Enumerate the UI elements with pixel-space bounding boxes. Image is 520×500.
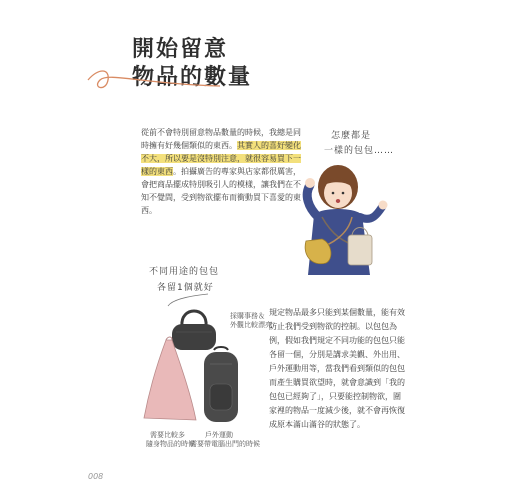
intro-highlight: 其實人的喜好變化不大，所以要是沒特別注意，就很容易買下一樣的東西 — [141, 141, 301, 176]
girl-illustration — [286, 155, 396, 275]
title-decoration — [84, 58, 224, 98]
bags-caption-line2: 各留1個就好 — [157, 283, 214, 293]
shoulder-note-line2: 外觀比較漂亮 — [230, 321, 272, 329]
bags-caption-line1: 不同用途的包包 — [149, 267, 220, 277]
intro-text-before: 從前不會特別留意物品數量的時候，我總是同時擁有好幾個類似的東西。 — [141, 128, 301, 150]
tote-note-line1: 需要比較多 — [150, 431, 185, 439]
intro-paragraph — [141, 126, 301, 217]
tote-note-line2: 隨身物品的時候 — [146, 440, 195, 448]
page-number: 008 — [88, 472, 104, 481]
backpack-note-line1: 戶外運動 — [205, 431, 233, 439]
tote-bag-illustration — [140, 336, 200, 426]
girl-caption-line1: 怎麼都是 — [331, 131, 372, 141]
girl-caption-line2: 一樣的包包…… — [324, 146, 395, 156]
backpack-illustration — [198, 346, 244, 426]
page-title-line2: 物品的數量 — [132, 65, 253, 90]
backpack-note-line2: 需要帶電腦出門的時候 — [190, 440, 260, 448]
shoulder-note-line1: 採購事務＆ — [230, 312, 265, 320]
body-paragraph: 規定物品最多只能到某個數量，能有效防止我們受到物欲的控制。以包包為例，假如我們規定不同功能的包包只能各留一個，分別是講求美觀、外出用、戶外運動用等，當我們看到類似的包包而產生購買欲望時，就會意識到「我的包包已經夠了」，只要能控制物欲，圍家裡的物品一度減少後，就不會再恢復成原本滿山滿谷的狀態了。 — [269, 308, 405, 429]
intro-text-after: 。拍攝廣告的專家與店家都很厲害，會把商品擺成特別吸引人的模樣，讓我們在不知不覺間，受到物欲擺布而衝動買下喜愛的東西。 — [141, 167, 301, 215]
page-title-line1: 開始留意 — [132, 37, 229, 62]
